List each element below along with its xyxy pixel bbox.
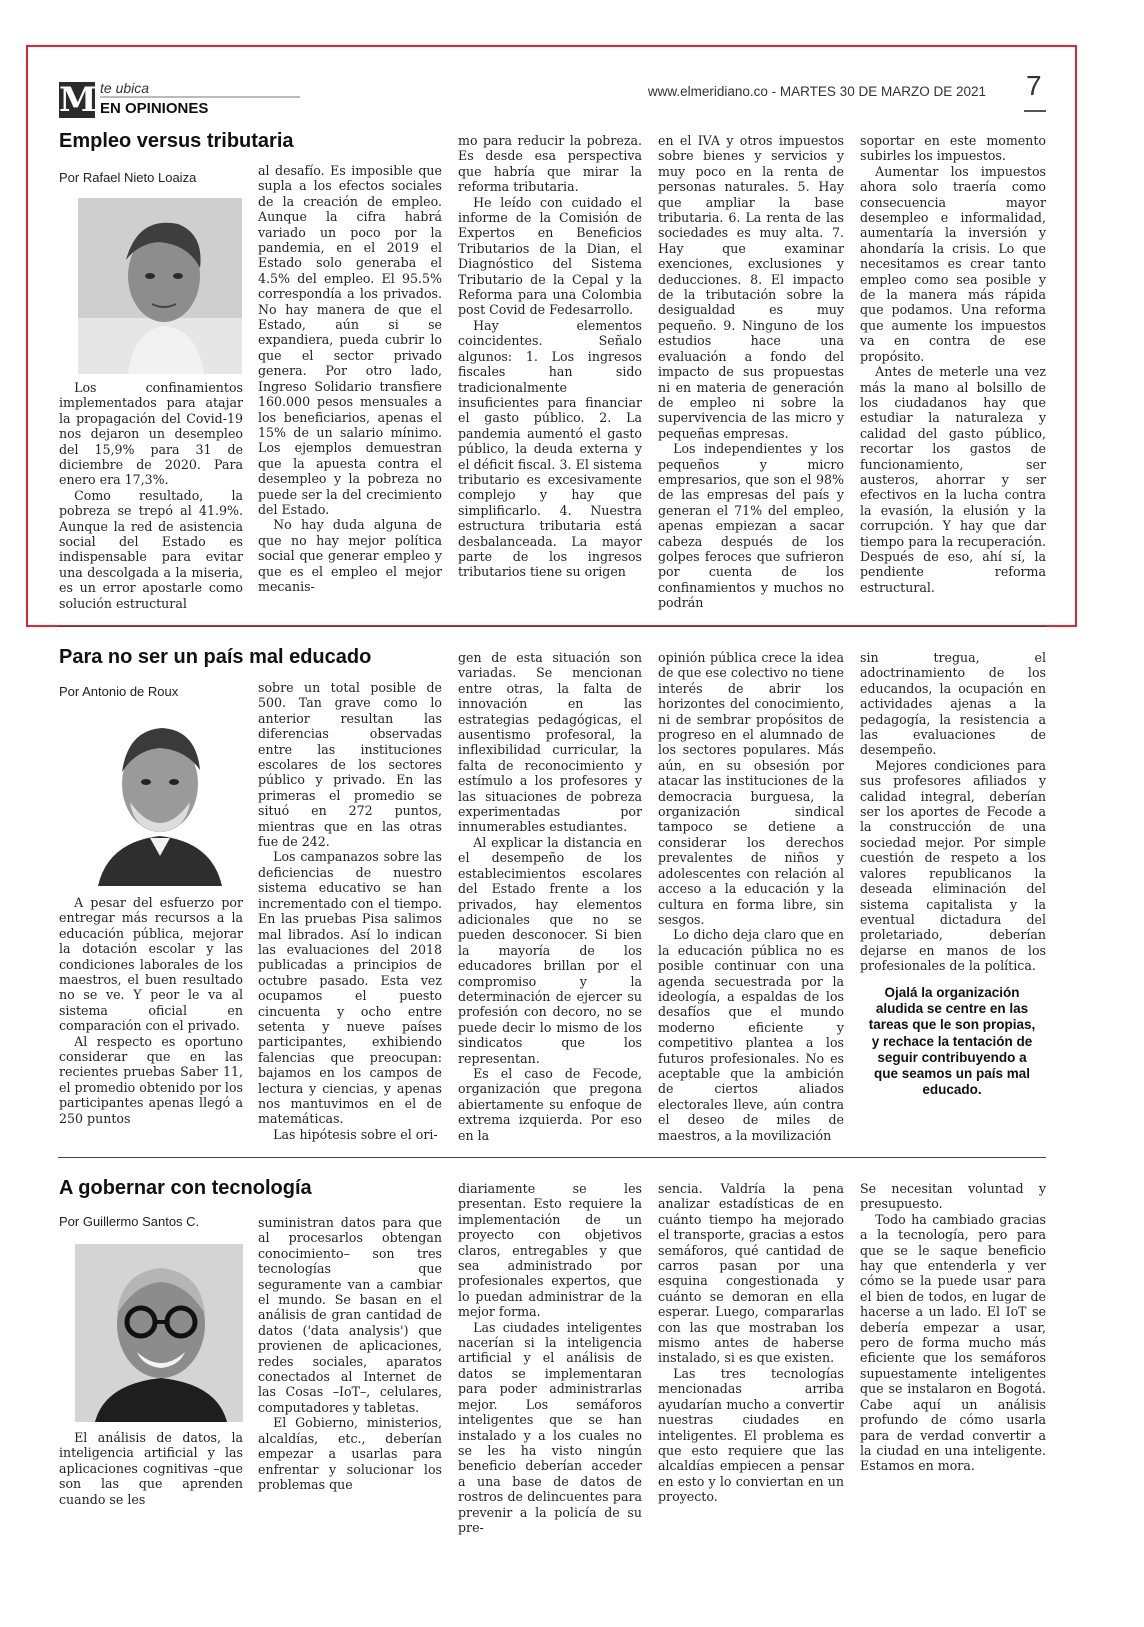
article-title: Empleo versus tributaria <box>59 130 294 152</box>
article-column: diariamente se les presentan. Esto requiere la implementación de un proyecto con objetivos claros, entregables y que sea administrado por profesionales expertos, que lo puedan administrar de la mejor forma. Las ciudades inteligentes nacerían si la inteligencia artificial y el análisis de datos se implementaran para poder administrarlas mejor. Los semáforos inteligentes que se han instalado y a los cuales no se les ha visto ningún beneficio deberían acceder a una base de datos de rostros de delincuentes para prevenir a la policía de su pre- <box>458 1181 642 1535</box>
article-column: sin tregua, el adoctrinamiento de los educandos, la ocupación en actividades ajenas a la pedagogía, la resistencia a las evaluaciones de desempeño. Mejores condiciones para sus profesores afiliados y calidad integral, deberían ser los aportes de Fecode a la construcción de una sociedad mejor. Por simple cuestión de respeto a los valores republicanos la deseada eliminación del sistema capitalista y la eventual dictadura del proletariado, deberían dejarse en manos de los profesionales de la política. <box>860 650 1046 974</box>
logo-tagline: te ubica <box>100 80 150 96</box>
article-column: mo para reducir la pobreza. Es desde esa perspectiva que habría que mirar la reforma tributaria. He leído con cuidado el informe de la Comisión de Expertos en Beneficios Tributarios de la Dian, el Diagnóstico del Sistema Tributario de la Cepal y la Reforma para una Colombia post Covid de Fedesarrollo. Hay elementos coincidentes. Señalo algunos: 1. Los ingresos fiscales han sido tradicionalmente insuficientes para financiar el gasto público. 2. La pandemia aumentó el gasto público, la deuda externa y el déficit fiscal. 3. El sistema tributario es excesivamente complejo y hay que simplificarlo. 4. Nuestra estructura tributaria está desbalanceada. La mayor parte de los ingresos tributarios tiene su origen <box>458 133 642 580</box>
article-column: suministran datos para que al procesarlos obtengan conocimiento– son tres tecnologías que seguramente van a cambiar el mundo. Se basan en el análisis de gran cantidad de datos ('data analysis') que provienen de aplicaciones, redes sociales, aparatos conectados al Internet de las Cosas –IoT–, celulares, computadores y tabletas. El Gobierno, ministerios, alcaldías, etc., deberían empezar a usarlas para enfrentar y solucionar los problemas que <box>258 1215 442 1492</box>
article-column: gen de esta situación son variadas. Se mencionan entre otras, la falta de innovación en las estrategias pedagógicas, el ausentismo profesoral, la inflexibilidad curricular, la falta de reconocimiento y estímulo a los profesores y las situaciones de pobreza experimentadas por innumerables estudiantes. Al explicar la distancia en el desempeño de los establecimientos escolares del Estado frente a los privados, hay elementos adicionales que no se pueden desconocer. Si bien la mayoría de los educadores brillan por el compromiso y la determinación de ejercer su profesión con decoro, no se puede decir lo mismo de los sindicatos que los representan. Es el caso de Fecode, organización que pregona abiertamente su enfoque de extrema izquierda. Por eso en la <box>458 650 642 1143</box>
article-column: El análisis de datos, la inteligencia artificial y las aplicaciones cognitivas –que son las que aprenden cuando se les <box>59 1430 243 1507</box>
article-column: soportar en este momento subirles los impuestos. Aumentar los impuestos ahora solo traería como consecuencia mayor desempleo e informalidad, aumentaría la inversión y ahondaría la crisis. Lo que necesitamos es crear tanto empleo como sea posible y de la manera más rápida que podamos. Una reforma que aumente los impuestos va en contra de ese propósito. Antes de meterle una vez más la mano al bolsillo de los ciudadanos hay que estudiar la naturaleza y calidad del gasto público, recortar los gastos de funcionamiento, ser austeros, ahorrar y ser efectivos en la lucha contra la evasión, la elusión y la corrupción. Y hay que dar tiempo para la recuperación. Después de eso, ahí sí, la pendiente reforma estructural. <box>860 133 1046 595</box>
article-column: Los confinamientos implementados para atajar la propagación del Covid-19 nos dejaron un desempleo del 15,9% para 31 de diciembre de 2020. Para enero era 17,3%. Como resultado, la pobreza se trepó al 41.9%. Aunque la red de asistencia social del Estado es indispensable para evitar una descolgada a la miseria, es un error apostarle como solución estructural <box>59 380 243 611</box>
author-portrait-icon <box>78 198 242 374</box>
pull-quote: Ojalá la organización aludida se centre en las tareas que le son propias, y rechace la tentación de seguir contribuyendo a que seamos un país mal educado. <box>868 985 1036 1098</box>
article-column: sobre un total posible de 500. Tan grave como lo anterior resultan las diferencias observadas entre las instituciones escolares de los sectores público y privado. En las primeras el promedio se situó en 272 puntos, mientras que en las otras fue de 242. Los campanazos sobre las deficiencias de nuestro sistema educativo se han incrementado con el tiempo. En las pruebas Pisa salimos mal librados. Así lo indican las evaluaciones del 2018 publicadas a principios de octubre pasado. Esta vez ocupamos el puesto cincuenta y ocho entre setenta y nueve países participantes, exhibiendo falencias que preocupan: bajamos en los campos de lectura y ciencias, y apenas nos mantuvimos en el de matemáticas. Las hipótesis sobre el ori- <box>258 680 442 1142</box>
article-title: A gobernar con tecnología <box>59 1177 312 1199</box>
article-byline: Por Antonio de Roux <box>59 684 179 699</box>
article-byline: Por Rafael Nieto Loaiza <box>59 170 197 185</box>
article-column: Se necesitan voluntad y presupuesto. Todo ha cambiado gracias a la tecnología, pero para que se le saque beneficio hay que entenderla y ver cómo se la puede usar para el bien de todos, en lugar de hacerse a un lado. El IoT se debería empezar a usar, pero de forma mucho más eficiente que los semáforos supuestamente inteligentes que se instalaron en Bogotá. Cabe aquí un análisis profundo de cómo usarla para de verdad convertir a la ciudad en una inteligente. Estamos en mora. <box>860 1181 1046 1474</box>
article-column: al desafío. Es imposible que supla a los efectos sociales de la creación de empleo. Aunque la cifra habrá variado un poco por la pandemia, en el 2019 el Estado solo generaba el 4.5% del empleo. El 95.5% correspondía a los privados. No hay manera de que el Estado, aún si se expandiera, pueda cubrir lo que el sector privado genera. Por otro lado, Ingreso Solidario transfiere 160.000 pesos mensuales a los beneficiarios, apenas el 15% de un salario mínimo. Los ejemplos demuestran que la apuesta contra el desempleo y la pobreza no puede ser la del crecimiento del Estado. No hay duda alguna de que no hay mejor política social que generar empleo y que es el empleo el mejor mecanis- <box>258 163 442 594</box>
author-portrait-icon <box>75 1244 243 1422</box>
article-column: sencia. Valdría la pena analizar estadísticas de en cuánto tiempo ha mejorado el transporte, gracias a estos semáforos, qué cantidad de carros pasan por una esquina congestionada y cuánto se demoran en ella esperar. Luego, compararlas con las que mostraban los mismo antes de haberse instalado, si es que existen. Las tres tecnologías mencionadas arriba ayudarían mucho a convertir nuestras ciudades en inteligentes. El problema es que esto requiere que las alcaldías empiecen a pensar en esto y lo conviertan en un proyecto. <box>658 1181 845 1505</box>
newspaper-logo: M <box>59 80 97 120</box>
section-name: EN OPINIONES <box>100 100 209 117</box>
article-title: Para no ser un país mal educado <box>59 646 372 668</box>
author-portrait-icon <box>78 706 242 886</box>
article-separator <box>58 626 1046 627</box>
article-separator <box>58 1157 1046 1158</box>
article-column: en el IVA y otros impuestos sobre bienes y servicios y muy poco en la renta de personas naturales. 5. Hay que ampliar la base tributaria. 6. La renta de las sociedades es muy alta. 7. Hay que examinar exenciones, exclusiones y deducciones. 8. El impacto de la tributación sobre la desigualdad es muy pequeño. 9. Ninguno de los estudios hace una evaluación a fondo del impacto de sus propuestas ni en materia de generación de empleo ni sobre la supervivencia de las micro y pequeñas empresas. Los independientes y los pequeños y micro empresarios, que son el 98% de las empresas del país y generan el 71% del empleo, apenas empiezan a sacar cabeza después de los golpes feroces que sufrieron por cuenta de los confinamientos y muchos no podrán <box>658 133 844 611</box>
article-column: opinión pública crece la idea de que ese colectivo no tiene interés de abrir los horizontes del conocimiento, ni de sembrar propósitos de progreso en el alumnado de los sectores populares. Más aún, en su obsesión por atacar las instituciones de la democracia burguesa, la organización sindical tampoco se detiene a considerar los derechos prevalentes de niños y adolescentes con relación al acceso a la educación y la cultura en forma libre, sin sesgos. Lo dicho deja claro que en la educación pública no es posible continuar con una agenda secuestrada por la ideología, a espaldas de los desafíos que el mundo moderno eficiente y competitivo plantea a los futuros profesionales. No es aceptable que la ambición de ciertos aliados electorales lleve, aún contra el deseo de miles de maestros, a la movilización <box>658 650 844 1143</box>
page-number: 7 <box>1026 70 1042 101</box>
site-and-date: www.elmeridiano.co - MARTES 30 DE MARZO DE 2021 <box>647 84 986 99</box>
article-byline: Por Guillermo Santos C. <box>59 1214 200 1229</box>
article-column: A pesar del esfuerzo por entregar más recursos a la educación pública, mejorar la dotación escolar y las condiciones laborales de los maestros, el buen resultado no se ve. Y peor le va al sistema oficial en comparación con el privado. Al respecto es oportuno considerar que en las recientes pruebas Saber 11, el promedio obtenido por los participantes apenas llegó a 250 puntos <box>59 895 243 1126</box>
